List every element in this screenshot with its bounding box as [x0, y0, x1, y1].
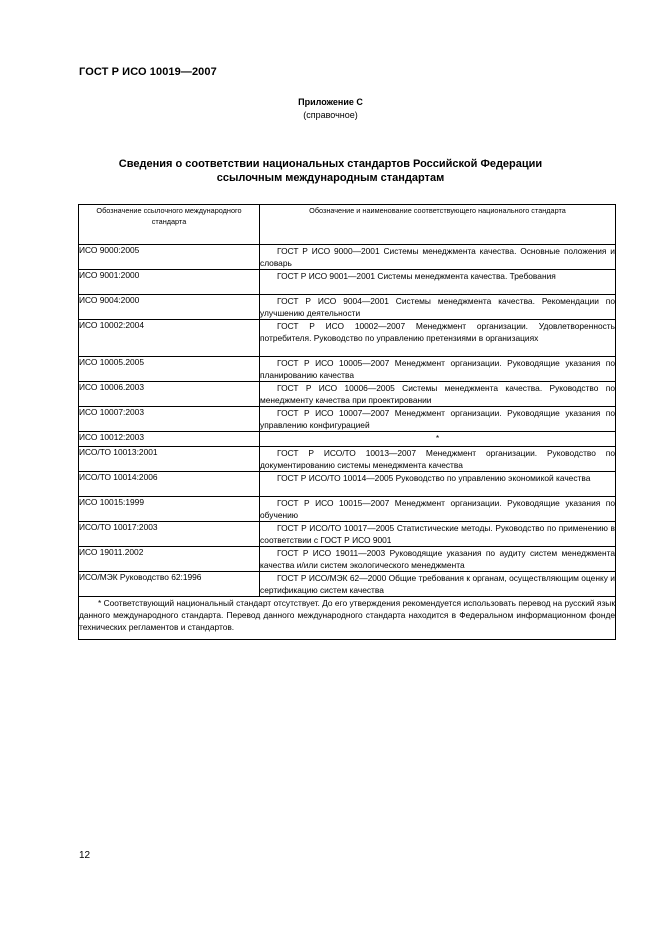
section-title-line-2: ссылочным международным стандартам: [216, 172, 445, 184]
table-row: [79, 447, 616, 472]
international-standard-cell: ИСО 10006.2003: [79, 382, 260, 407]
national-standard-cell: ГОСТ Р ИСО/МЭК 62—2000 Общие требования к органам, осуществляющим оценку и сертификацию систем качества: [260, 573, 615, 595]
national-standard-cell: ГОСТ Р ИСО 9000—2001 Системы менеджмента качества. Основные положения и словарь: [260, 246, 615, 268]
table-row: [79, 245, 616, 270]
table-row: [79, 407, 616, 432]
section-title-line-1: Сведения о соответствии национальных стандартов Российской Федерации: [118, 158, 543, 170]
table-footnote: * Соответствующий национальный стандарт отсутствует. До его утверждения рекомендуется использовать перевод на русский язык данного международного стандарта. Перевод данного международного стандарта находится в Федеральном информационном фонде технических регламентов и стандартов.: [79, 597, 616, 640]
national-standard-cell: ГОСТ Р ИСО 19011—2003 Руководящие указания по аудиту систем менеджмента качества и/или систем экологического менеджмента: [260, 548, 615, 570]
international-standard-cell: ИСО 10012:2003: [79, 432, 260, 447]
national-standard-cell: ГОСТ Р ИСО/ТО 10013—2007 Менеджмент организации. Руководство по документированию системы менеджмента качества: [260, 448, 615, 470]
national-standard-cell: ГОСТ Р ИСО 10005—2007 Менеджмент организации. Руководящие указания по планированию качества: [260, 358, 615, 380]
international-standard-cell: ИСО 10002:2004: [79, 320, 260, 357]
international-standard-cell: ИСО 19011.2002: [79, 547, 260, 572]
international-standard-cell: ИСО/МЭК Руководство 62:1996: [79, 572, 260, 597]
appendix-type: (справочное): [303, 110, 358, 120]
international-standard-cell: ИСО 9000:2005: [79, 245, 260, 270]
national-standard-cell: ГОСТ Р ИСО 10015—2007 Менеджмент организации. Руководящие указания по обучению: [260, 498, 615, 520]
header-international-standard: Обозначение ссылочного международного стандарта: [79, 205, 260, 245]
table-row: [79, 382, 616, 407]
table-row: [79, 472, 616, 497]
table-header-row: [79, 205, 616, 245]
table-row: [79, 295, 616, 320]
international-standard-cell: ИСО 10007:2003: [79, 407, 260, 432]
appendix-title: Приложение С: [298, 97, 363, 107]
international-standard-cell: ИСО 9001:2000: [79, 270, 260, 295]
document-header: ГОСТ Р ИСО 10019—2007: [79, 66, 217, 78]
correspondence-table: [78, 204, 616, 640]
international-standard-cell: ИСО/ТО 10017:2003: [79, 522, 260, 547]
footnote-row: [79, 597, 616, 640]
national-standard-cell: ГОСТ Р ИСО 9001—2001 Системы менеджмента качества. Требования: [260, 270, 616, 295]
international-standard-cell: ИСО 10005.2005: [79, 357, 260, 382]
table-row: [79, 572, 616, 597]
table-row: [79, 357, 616, 382]
international-standard-cell: ИСО/ТО 10013:2001: [79, 447, 260, 472]
international-standard-cell: ИСО/ТО 10014:2006: [79, 472, 260, 497]
table-row: [79, 320, 616, 357]
national-standard-cell: ГОСТ Р ИСО 10007—2007 Менеджмент организации. Руководящие указания по управлению конфигурацией: [260, 408, 615, 430]
national-standard-cell: ГОСТ Р ИСО 10006—2005 Системы менеджмента качества. Руководство по менеджменту качества при проектировании: [260, 383, 615, 405]
table-row: [79, 522, 616, 547]
page-number: 12: [79, 850, 91, 861]
national-standard-cell: ГОСТ Р ИСО/ТО 10017—2005 Статистические методы. Руководство по применению в соответствии с ГОСТ Р ИСО 9001: [260, 523, 615, 545]
international-standard-cell: ИСО 10015:1999: [79, 497, 260, 522]
international-standard-cell: ИСО 9004:2000: [79, 295, 260, 320]
national-standard-cell: ГОСТ Р ИСО 9004—2001 Системы менеджмента качества. Рекомендации по улучшению деятельности: [260, 296, 615, 318]
table-row: [79, 270, 616, 295]
national-standard-cell: *: [260, 432, 616, 447]
header-national-standard: Обозначение и наименование соответствующего национального стандарта: [260, 205, 616, 245]
national-standard-cell: ГОСТ Р ИСО 10002—2007 Менеджмент организации. Удовлетворенность потребителя. Руководство по управлению претензиями в организациях: [260, 320, 616, 357]
table-row: [79, 497, 616, 522]
table-row: [79, 547, 616, 572]
national-standard-cell: ГОСТ Р ИСО/ТО 10014—2005 Руководство по управлению экономикой качества: [260, 472, 616, 497]
section-title: [0, 157, 661, 185]
table-row: [79, 432, 616, 447]
